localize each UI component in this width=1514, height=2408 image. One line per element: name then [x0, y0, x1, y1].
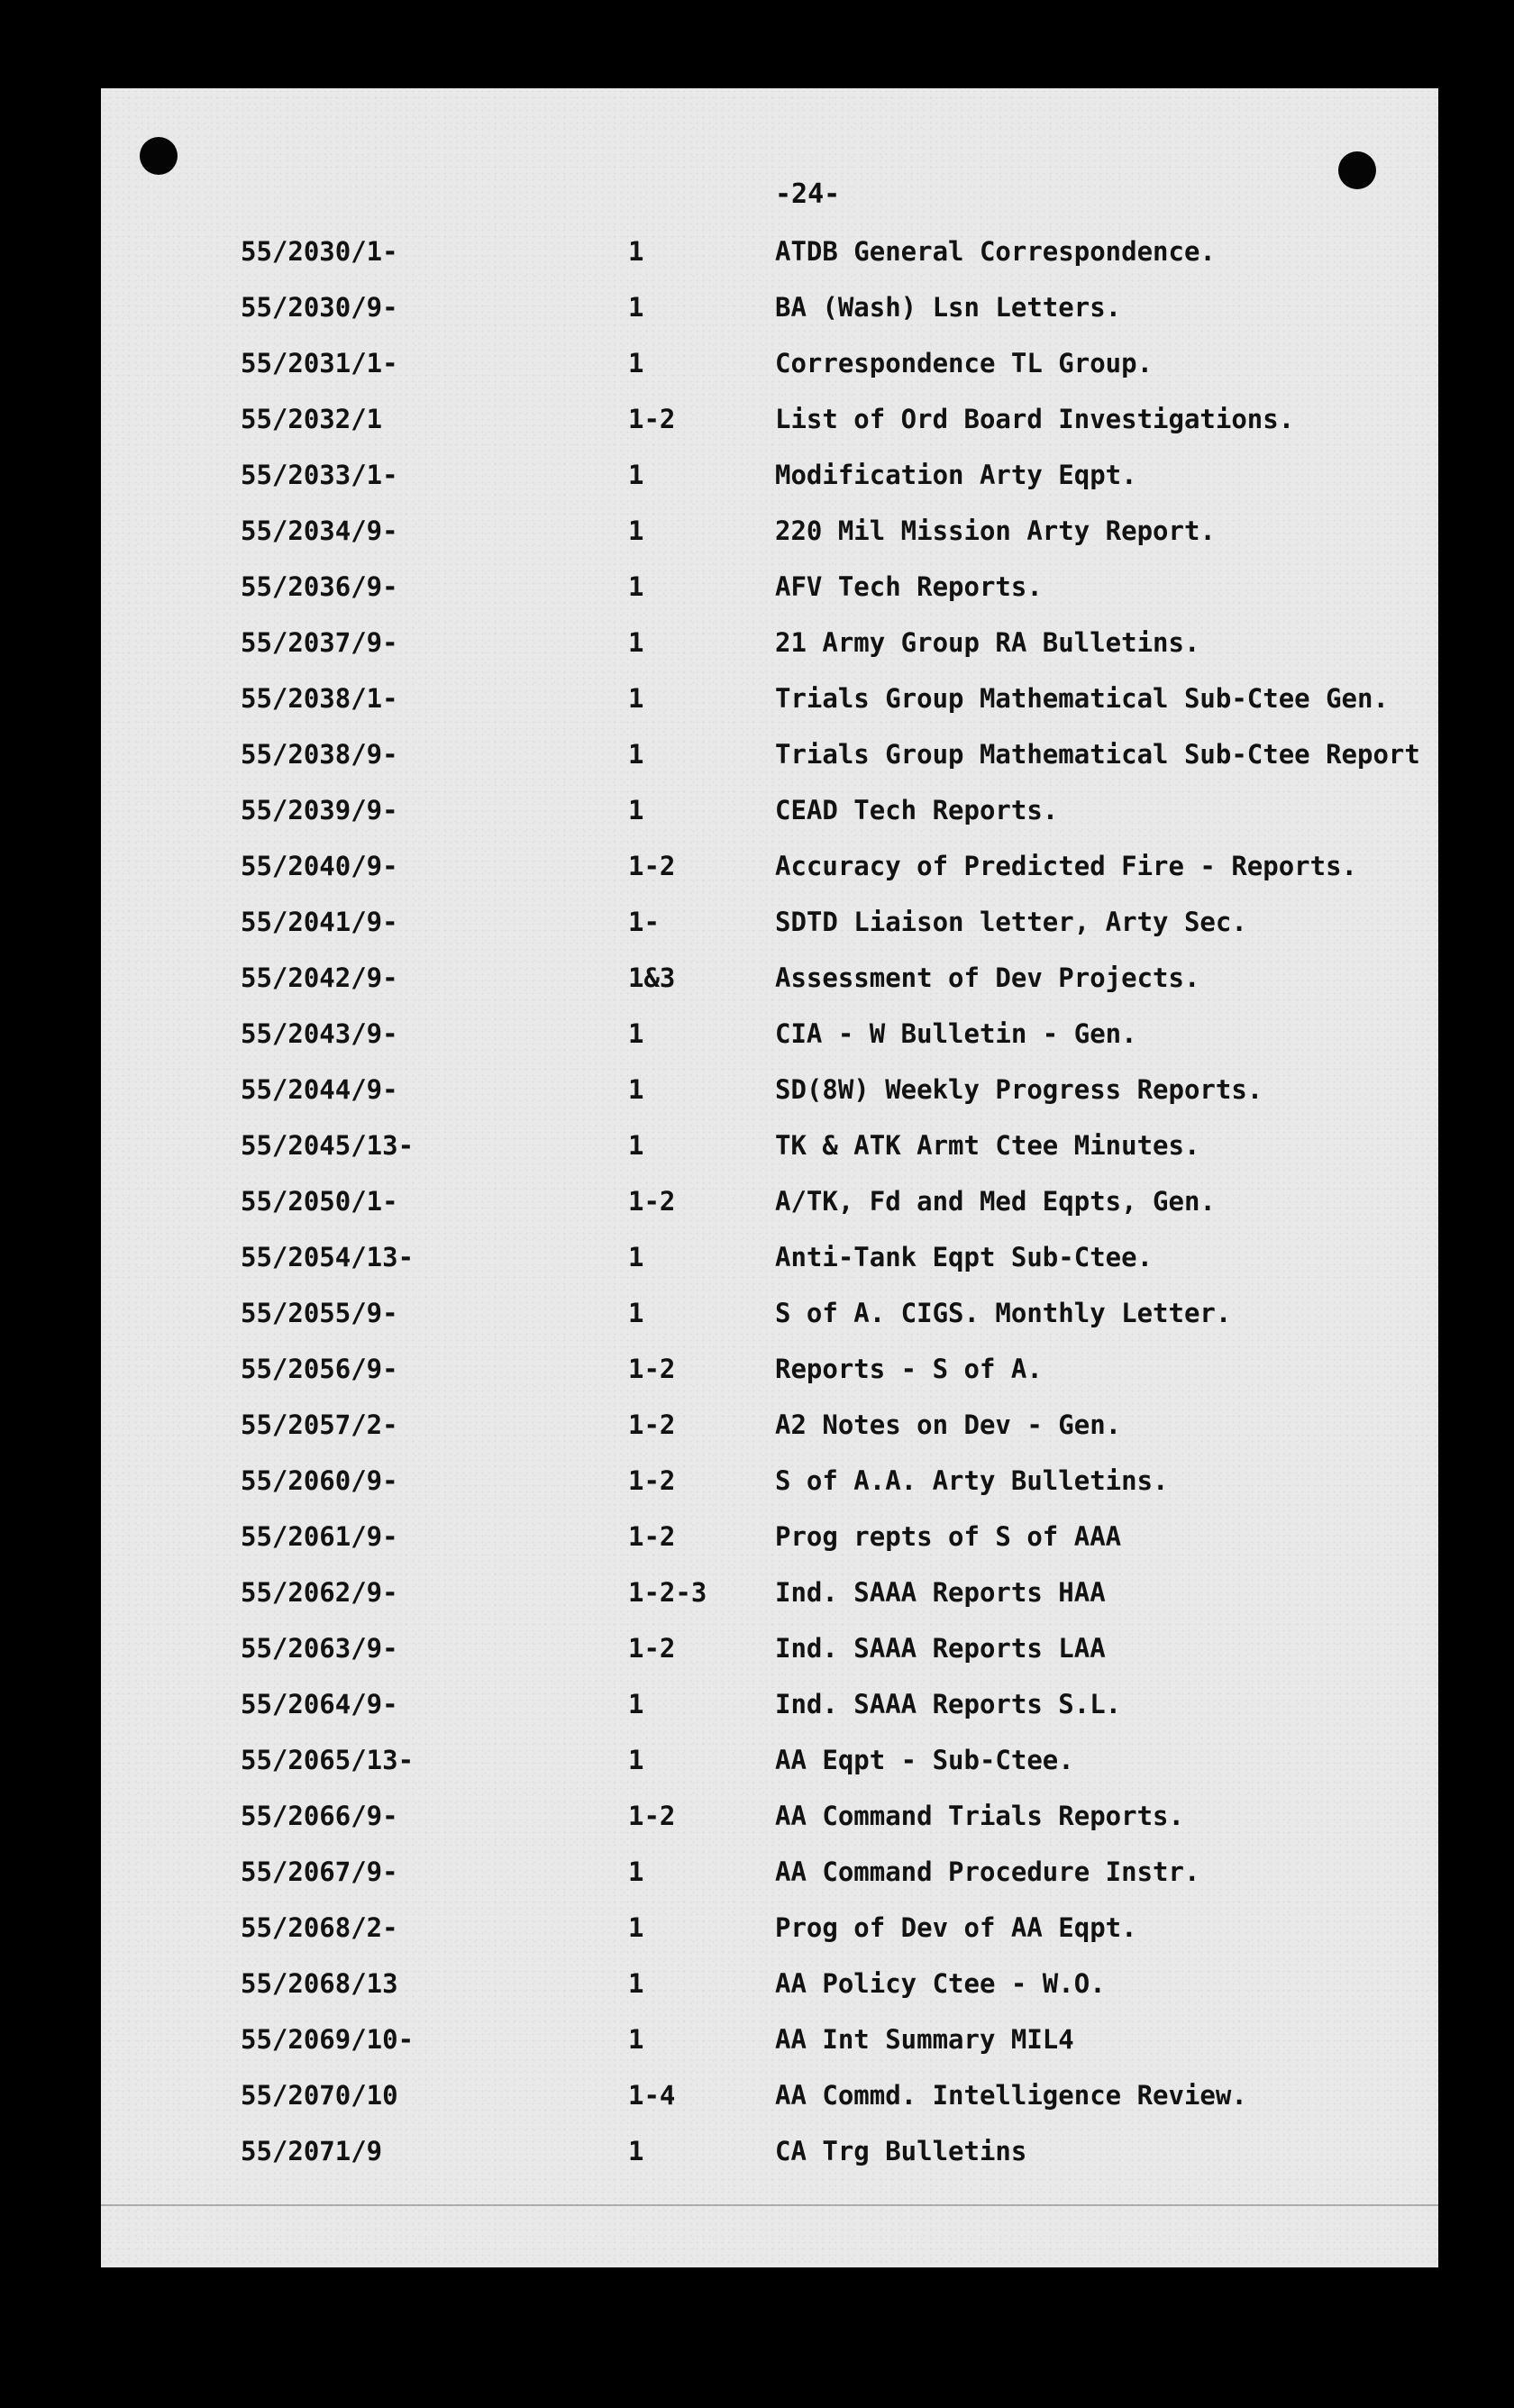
file-reference: 55/2044/9-: [241, 1074, 398, 1105]
file-title: SD(8W) Weekly Progress Reports.: [775, 1074, 1263, 1105]
copy-numbers: 1-4: [628, 2080, 676, 2111]
copy-numbers: 1: [628, 236, 644, 267]
file-reference: 55/2068/13: [241, 1968, 398, 1999]
copy-numbers: 1: [628, 460, 644, 490]
list-item: [101, 2067, 1438, 2123]
file-reference: 55/2036/9-: [241, 571, 398, 602]
file-title: Modification Arty Eqpt.: [775, 460, 1137, 490]
file-reference: 55/2034/9-: [241, 515, 398, 546]
file-title: Ind. SAAA Reports S.L.: [775, 1689, 1122, 1719]
file-title: Prog of Dev of AA Eqpt.: [775, 1912, 1137, 1943]
list-item: [101, 2123, 1438, 2179]
list-item: [101, 838, 1438, 894]
file-title: Accuracy of Predicted Fire - Reports.: [775, 851, 1358, 881]
copy-numbers: 1-2: [628, 1633, 676, 1664]
file-reference: 55/2030/1-: [241, 236, 398, 267]
file-title: Ind. SAAA Reports LAA: [775, 1633, 1106, 1664]
copy-numbers: 1: [628, 1689, 644, 1719]
copy-numbers: 1: [628, 1130, 644, 1161]
file-list: [101, 223, 1438, 2179]
copy-numbers: 1-2: [628, 1186, 676, 1217]
file-reference: 55/2062/9-: [241, 1577, 398, 1608]
copy-numbers: 1: [628, 1242, 644, 1272]
file-reference: 55/2031/1-: [241, 348, 398, 379]
file-title: AA Int Summary MIL4: [775, 2024, 1074, 2055]
list-item: [101, 1564, 1438, 1620]
copy-numbers: 1: [628, 1856, 644, 1887]
list-item: [101, 1900, 1438, 1956]
list-item: [101, 726, 1438, 782]
copy-numbers: 1-2: [628, 1409, 676, 1440]
copy-numbers: 1: [628, 1745, 644, 1775]
copy-numbers: 1: [628, 739, 644, 770]
file-title: List of Ord Board Investigations.: [775, 404, 1295, 434]
copy-numbers: 1: [628, 2136, 644, 2166]
list-item: [101, 1676, 1438, 1732]
list-item: [101, 670, 1438, 726]
file-title: S of A.A. Arty Bulletins.: [775, 1465, 1169, 1496]
list-item: [101, 1844, 1438, 1900]
file-reference: 55/2041/9-: [241, 907, 398, 937]
copy-numbers: 1: [628, 1018, 644, 1049]
copy-numbers: 1: [628, 1912, 644, 1943]
file-title: 21 Army Group RA Bulletins.: [775, 627, 1200, 658]
file-reference: 55/2039/9-: [241, 795, 398, 825]
file-reference: 55/2038/9-: [241, 739, 398, 770]
punch-hole-left: [140, 137, 178, 175]
copy-numbers: 1: [628, 348, 644, 379]
file-reference: 55/2063/9-: [241, 1633, 398, 1664]
list-item: [101, 1453, 1438, 1509]
file-title: TK & ATK Armt Ctee Minutes.: [775, 1130, 1200, 1161]
list-item: [101, 782, 1438, 838]
file-title: SDTD Liaison letter, Arty Sec.: [775, 907, 1247, 937]
file-title: Correspondence TL Group.: [775, 348, 1154, 379]
file-reference: 55/2060/9-: [241, 1465, 398, 1496]
list-item: [101, 950, 1438, 1006]
file-title: CA Trg Bulletins: [775, 2136, 1027, 2166]
page-bottom-edge: [101, 2204, 1438, 2206]
file-reference: 55/2032/1: [241, 404, 383, 434]
file-reference: 55/2055/9-: [241, 1298, 398, 1328]
file-title: AA Command Trials Reports.: [775, 1801, 1184, 1831]
list-item: [101, 503, 1438, 559]
copy-numbers: 1: [628, 795, 644, 825]
file-reference: 55/2040/9-: [241, 851, 398, 881]
file-reference: 55/2054/13-: [241, 1242, 415, 1272]
file-title: 220 Mil Mission Arty Report.: [775, 515, 1216, 546]
file-title: CEAD Tech Reports.: [775, 795, 1059, 825]
copy-numbers: 1-2: [628, 1465, 676, 1496]
copy-numbers: 1: [628, 2024, 644, 2055]
file-reference: 55/2030/9-: [241, 292, 398, 323]
copy-numbers: 1-2: [628, 1801, 676, 1831]
copy-numbers: 1: [628, 627, 644, 658]
file-title: A2 Notes on Dev - Gen.: [775, 1409, 1122, 1440]
file-reference: 55/2070/10: [241, 2080, 398, 2111]
file-reference: 55/2071/9: [241, 2136, 383, 2166]
copy-numbers: 1&3: [628, 962, 676, 993]
file-reference: 55/2065/13-: [241, 1745, 415, 1775]
list-item: [101, 615, 1438, 670]
file-title: AFV Tech Reports.: [775, 571, 1043, 602]
file-title: AA Policy Ctee - W.O.: [775, 1968, 1106, 1999]
file-title: Trials Group Mathematical Sub-Ctee Report: [775, 739, 1420, 770]
list-item: [101, 1620, 1438, 1676]
punch-hole-right: [1338, 151, 1376, 189]
file-title: AA Commd. Intelligence Review.: [775, 2080, 1247, 2111]
list-item: [101, 1062, 1438, 1117]
file-reference: 55/2042/9-: [241, 962, 398, 993]
list-item: [101, 1956, 1438, 2011]
file-reference: 55/2061/9-: [241, 1521, 398, 1552]
list-item: [101, 447, 1438, 503]
copy-numbers: 1: [628, 1074, 644, 1105]
file-title: ATDB General Correspondence.: [775, 236, 1216, 267]
page-number: -24-: [775, 178, 841, 210]
list-item: [101, 1117, 1438, 1173]
file-reference: 55/2037/9-: [241, 627, 398, 658]
list-item: [101, 279, 1438, 335]
list-item: [101, 1006, 1438, 1062]
file-reference: 55/2045/13-: [241, 1130, 415, 1161]
copy-numbers: 1: [628, 292, 644, 323]
file-title: BA (Wash) Lsn Letters.: [775, 292, 1122, 323]
file-title: AA Eqpt - Sub-Ctee.: [775, 1745, 1074, 1775]
copy-numbers: 1-2: [628, 1521, 676, 1552]
copy-numbers: 1-: [628, 907, 660, 937]
file-title: CIA - W Bulletin - Gen.: [775, 1018, 1137, 1049]
file-reference: 55/2064/9-: [241, 1689, 398, 1719]
file-reference: 55/2043/9-: [241, 1018, 398, 1049]
list-item: [101, 1229, 1438, 1285]
copy-numbers: 1: [628, 1968, 644, 1999]
copy-numbers: 1-2: [628, 404, 676, 434]
list-item: [101, 391, 1438, 447]
file-title: A/TK, Fd and Med Eqpts, Gen.: [775, 1186, 1216, 1217]
file-reference: 55/2067/9-: [241, 1856, 398, 1887]
file-title: Assessment of Dev Projects.: [775, 962, 1200, 993]
file-title: Prog repts of S of AAA: [775, 1521, 1122, 1552]
copy-numbers: 1-2: [628, 851, 676, 881]
list-item: [101, 1173, 1438, 1229]
list-item: [101, 1285, 1438, 1341]
copy-numbers: 1: [628, 571, 644, 602]
file-reference: 55/2056/9-: [241, 1354, 398, 1384]
file-reference: 55/2038/1-: [241, 683, 398, 714]
list-item: [101, 1788, 1438, 1844]
file-reference: 55/2068/2-: [241, 1912, 398, 1943]
list-item: [101, 2011, 1438, 2067]
file-title: Ind. SAAA Reports HAA: [775, 1577, 1106, 1608]
copy-numbers: 1: [628, 1298, 644, 1328]
file-reference: 55/2050/1-: [241, 1186, 398, 1217]
file-title: AA Command Procedure Instr.: [775, 1856, 1200, 1887]
file-title: S of A. CIGS. Monthly Letter.: [775, 1298, 1232, 1328]
file-title: Reports - S of A.: [775, 1354, 1043, 1384]
document-page: [101, 88, 1438, 2267]
list-item: [101, 894, 1438, 950]
list-item: [101, 1732, 1438, 1788]
list-item: [101, 335, 1438, 391]
copy-numbers: 1-2-3: [628, 1577, 707, 1608]
file-reference: 55/2057/2-: [241, 1409, 398, 1440]
file-reference: 55/2069/10-: [241, 2024, 415, 2055]
list-item: [101, 559, 1438, 615]
list-item: [101, 1509, 1438, 1564]
list-item: [101, 223, 1438, 279]
copy-numbers: 1: [628, 515, 644, 546]
file-reference: 55/2033/1-: [241, 460, 398, 490]
copy-numbers: 1: [628, 683, 644, 714]
file-reference: 55/2066/9-: [241, 1801, 398, 1831]
list-item: [101, 1397, 1438, 1453]
file-title: Anti-Tank Eqpt Sub-Ctee.: [775, 1242, 1154, 1272]
list-item: [101, 1341, 1438, 1397]
file-title: Trials Group Mathematical Sub-Ctee Gen.: [775, 683, 1389, 714]
copy-numbers: 1-2: [628, 1354, 676, 1384]
